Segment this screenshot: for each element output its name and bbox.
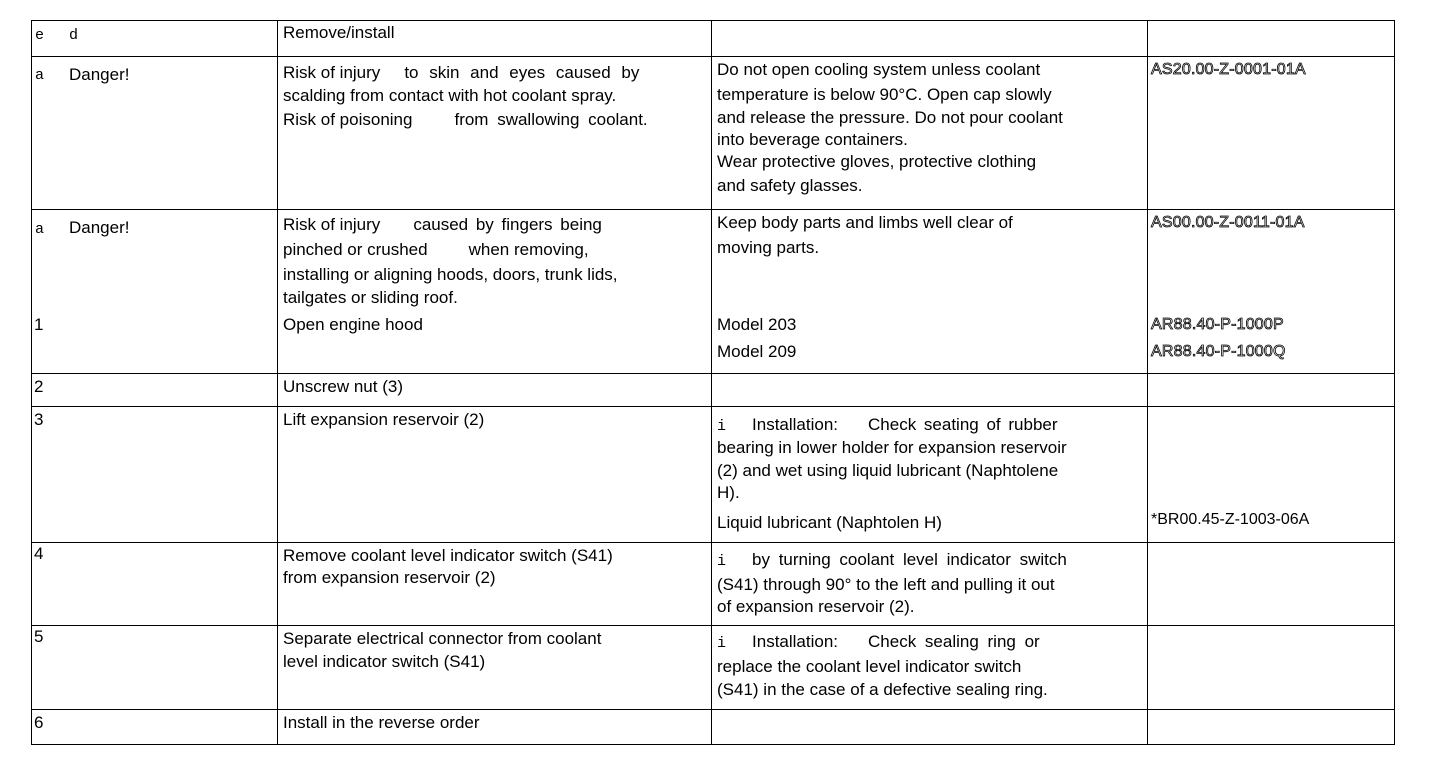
step-note: (2) and wet using liquid lubricant (Naphtolene: [717, 461, 1059, 480]
step-note: (S41) in the case of a defective sealing ring.: [717, 680, 1048, 699]
danger-label: Danger!: [69, 65, 130, 84]
document-reference: AS20.00-Z-0001-01A: [1151, 61, 1306, 78]
header-col1-a: e: [35, 27, 45, 44]
step-action: Lift expansion reservoir (2): [283, 410, 485, 429]
danger-icon: a: [35, 67, 45, 84]
row-divider: [32, 373, 1394, 374]
document-link[interactable]: *BR00.45-Z-1003-06A: [1151, 511, 1310, 528]
step-action: Separate electrical connector from coolant: [283, 629, 602, 648]
header-title: Remove/install: [283, 23, 395, 42]
step-number: 5: [34, 627, 44, 646]
row-divider: [32, 542, 1394, 543]
step-note: Liquid lubricant (Naphtolen H): [717, 513, 942, 532]
step-note: Model 203: [717, 315, 797, 334]
step-note: H).: [717, 483, 740, 502]
risk-line: Risk of injury to skin and eyes caused by: [283, 63, 640, 82]
column-divider: [277, 21, 278, 744]
step-note: Model 209: [717, 342, 797, 361]
row-divider: [32, 209, 1394, 210]
measure-line: Do not open cooling system unless coolant: [717, 60, 1041, 79]
step-number: 6: [34, 713, 44, 732]
document-reference: AS00.00-Z-0011-01A: [1151, 214, 1305, 231]
row-divider: [32, 406, 1394, 407]
step-number: 4: [34, 544, 44, 563]
step-note: replace the coolant level indicator switch: [717, 657, 1022, 676]
document-link[interactable]: AR88.40-P-1000Q: [1151, 343, 1286, 360]
risk-line: pinched or crushed when removing,: [283, 240, 589, 259]
step-number: 2: [34, 377, 44, 396]
step-action: from expansion reservoir (2): [283, 568, 496, 587]
measure-line: Keep body parts and limbs well clear of: [717, 213, 1013, 232]
info-icon: i: [717, 635, 727, 652]
step-number: 3: [34, 410, 44, 429]
step-note: i by turning coolant level indicator switch: [717, 550, 1067, 570]
risk-line: Risk of injury caused by fingers being: [283, 215, 602, 234]
step-note: (S41) through 90° to the left and pulling it out: [717, 575, 1055, 594]
measure-line: Wear protective gloves, protective clothing: [717, 152, 1037, 171]
procedure-table: [31, 20, 1395, 745]
info-icon: i: [717, 418, 727, 435]
column-divider: [1147, 21, 1148, 744]
risk-line: scalding from contact with hot coolant spray.: [283, 86, 617, 105]
danger-label: Danger!: [69, 218, 130, 237]
step-note: i Installation: Check seating of rubber: [717, 415, 1058, 435]
column-divider: [711, 21, 712, 744]
measure-line: and safety glasses.: [717, 176, 863, 195]
row-divider: [32, 56, 1394, 57]
step-note: i Installation: Check sealing ring or: [717, 632, 1040, 652]
header-col1-b: d: [69, 27, 79, 44]
info-icon: i: [717, 553, 727, 570]
step-action: Open engine hood: [283, 315, 423, 334]
measure-line: temperature is below 90°C. Open cap slowly: [717, 85, 1052, 104]
risk-line: installing or aligning hoods, doors, trunk lids,: [283, 265, 618, 284]
risk-line: Risk of poisoning from swallowing coolant.: [283, 110, 648, 129]
step-number: 1: [34, 315, 44, 334]
step-action: level indicator switch (S41): [283, 652, 486, 671]
measure-line: and release the pressure. Do not pour coolant: [717, 108, 1063, 127]
risk-line: tailgates or sliding roof.: [283, 288, 458, 307]
step-action: Remove coolant level indicator switch (S41): [283, 546, 613, 565]
step-action: Install in the reverse order: [283, 713, 480, 732]
step-note: of expansion reservoir (2).: [717, 597, 915, 616]
row-divider: [32, 709, 1394, 710]
measure-line: into beverage containers.: [717, 130, 908, 149]
measure-line: moving parts.: [717, 238, 820, 257]
document-link[interactable]: AR88.40-P-1000P: [1151, 316, 1284, 333]
danger-icon: a: [35, 221, 45, 238]
step-note: bearing in lower holder for expansion reservoir: [717, 438, 1067, 457]
step-action: Unscrew nut (3): [283, 377, 403, 396]
row-divider: [32, 625, 1394, 626]
